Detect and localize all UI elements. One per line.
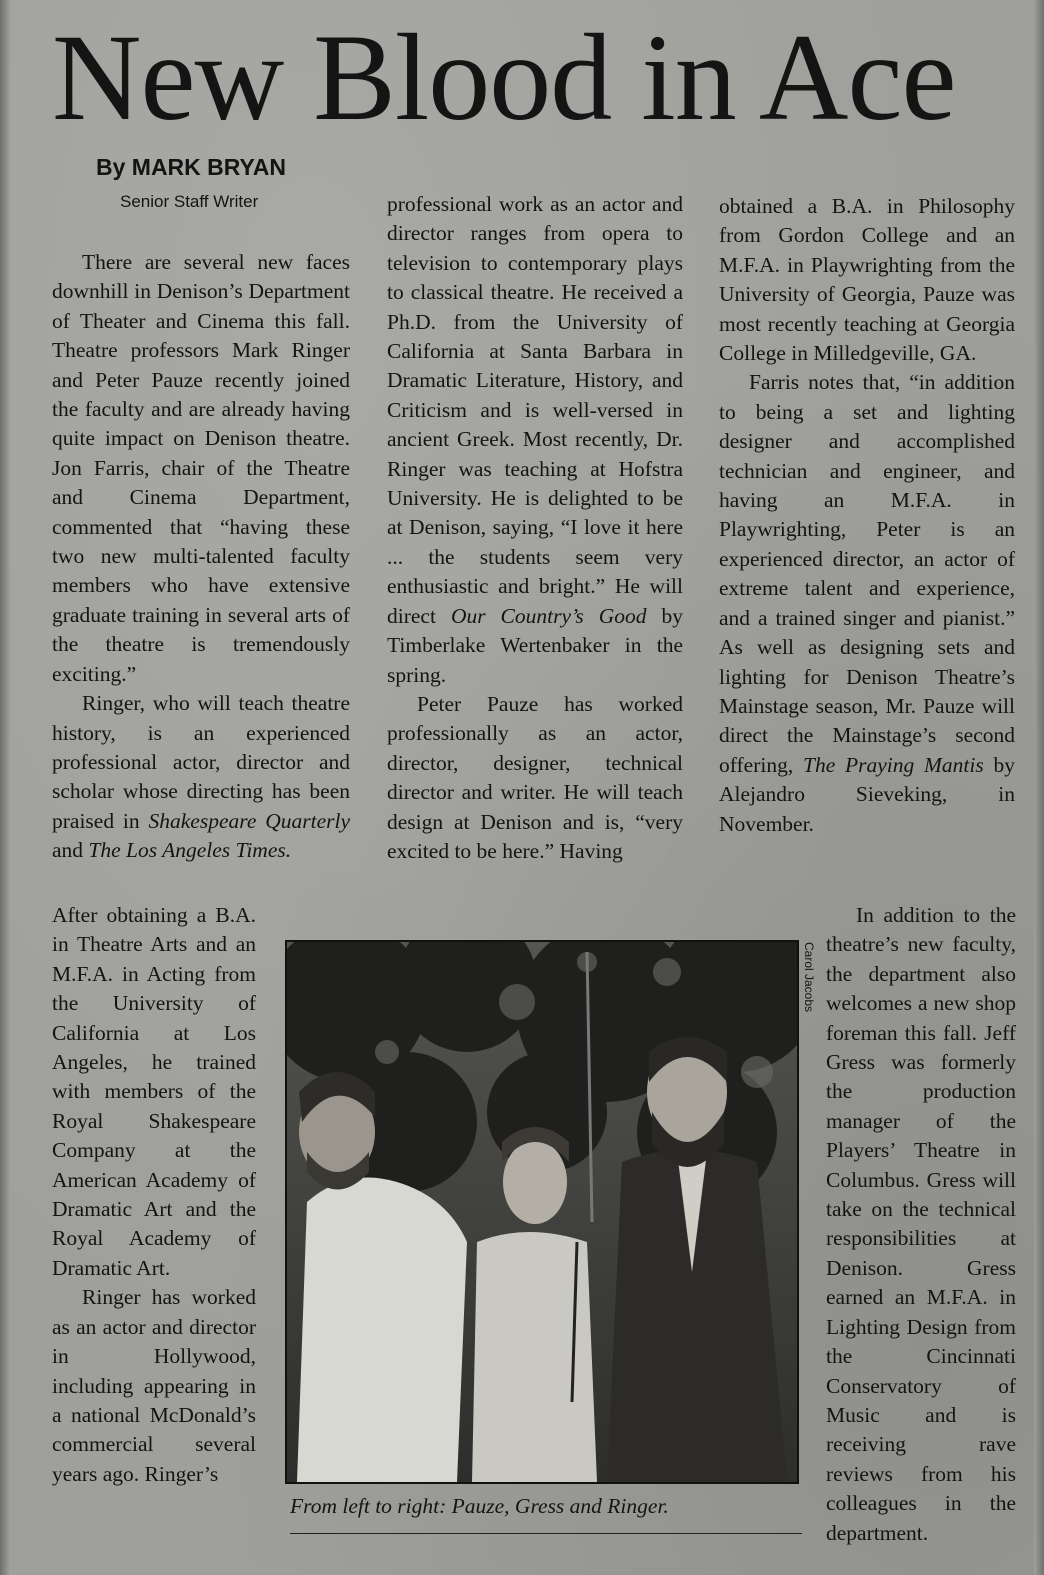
photo-credit: Carol Jacobs xyxy=(802,942,816,1013)
paragraph-ringer-hollywood: Ringer has worked as an actor and director in Hollywood, including appearing in a national McDonald’s commercial several years ago. Ringer’s xyxy=(52,1285,256,1486)
column-1-continued xyxy=(52,901,256,1489)
photo-illustration xyxy=(287,942,797,1482)
farris-text-a: Farris notes that, “in addition to being a set and lighting designer and accomplished technician and engineer, and having an M.F.A. in Playwrighting, Peter is an experienced director, an actor of extreme talent and experience, and a trained singer and pianist.” As well as designing sets and lighting for Denison Theatre’s Mainstage season, Mr. Pauze will direct the Mainstage’s second offering, xyxy=(719,370,1015,777)
page-edge-left xyxy=(0,0,10,1575)
shakespeare-quarterly: Shakespeare Quarterly xyxy=(148,808,350,833)
author-title: Senior Staff Writer xyxy=(120,192,259,211)
group-photo xyxy=(285,940,799,1484)
column-1 xyxy=(52,248,350,866)
the-praying-mantis: The Praying Mantis xyxy=(803,752,984,777)
ringer-text-a: Ringer, who will teach theatre history, is an experienced professional actor, director and scholar whose directing has been praised in xyxy=(52,691,350,833)
paragraph-intro: There are several new faces downhill in Denison’s Department of Theater and Cinema this fall. Theatre professors Mark Ringer and Peter Pauze recently joined the faculty and are already having quite impact on Denison theatre. Jon Farris, chair of the Theatre and Cinema Department, commented that “having these two new multi-talented faculty members who have extensive graduate training in several arts of the theatre is tremendously exciting.” xyxy=(52,250,350,686)
photo-caption: From left to right: Pauze, Gress and Ringer. xyxy=(290,1494,802,1534)
byline: By MARK BRYAN xyxy=(96,154,286,180)
paragraph-pauze-education: obtained a B.A. in Philosophy from Gordon College and an M.F.A. in Playwrighting from the University of Georgia, Pauze was most recently teaching at Georgia College in Milledgeville, GA. xyxy=(719,194,1015,366)
paragraph-gress: In addition to the theatre’s new faculty, the department also welcomes a new shop foreman this fall. Jeff Gress was formerly the production manager of the Players’ Theatre in Columbus. Gress will take on the technical responsibilities at Denison. Gress earned an M.F.A. in Lighting Design from the Cincinnati Conservatory of Music and is receiving rave reviews from his colleagues in the department. xyxy=(826,903,1016,1545)
paragraph-pauze: Peter Pauze has worked professionally as an actor, director, designer, technical director and writer. He will teach design at Denison and is, “very excited to be here.” Having xyxy=(387,691,683,863)
column-3 xyxy=(719,192,1015,839)
ringer-work-text-a: professional work as an actor and director ranges from opera to television to contemporary plays to classical theatre. He received a Ph.D. from the University of California at Santa Barbara in Dramatic Literature, History, and Criticism and is well-versed in ancient Greek. Most recently, Dr. Ringer was teaching at Hofstra University. He is delighted to be at Denison, saying, “I love it here ... the students seem very enthusiastic and bright.” He will direct xyxy=(387,192,683,628)
farris-text-b: by Alejandro Sieveking, in November. xyxy=(719,752,1016,836)
column-3-continued xyxy=(826,901,1016,1548)
ringer-work-text-b: by Timberlake Wertenbaker in the spring. xyxy=(387,603,684,687)
ringer-text-b: and xyxy=(52,838,84,863)
page-edge-right xyxy=(1034,0,1044,1575)
our-countrys-good: Our Country’s Good xyxy=(450,603,647,628)
headline: New Blood in Ace xyxy=(52,9,956,146)
paragraph-ringer-continued: After obtaining a B.A. in Theatre Arts and an M.F.A. in Acting from the University of California at Los Angeles, he trained with members of the Royal Shakespeare Company at the American Academy of Dramatic Art and the Royal Academy of Dramatic Art. xyxy=(52,903,256,1280)
los-angeles-times: The Los Angeles Times. xyxy=(88,838,292,863)
paragraph-ringer-work xyxy=(387,190,683,690)
column-2 xyxy=(387,190,683,866)
paragraph-farris-notes xyxy=(719,368,1015,839)
paragraph-ringer xyxy=(52,689,350,865)
